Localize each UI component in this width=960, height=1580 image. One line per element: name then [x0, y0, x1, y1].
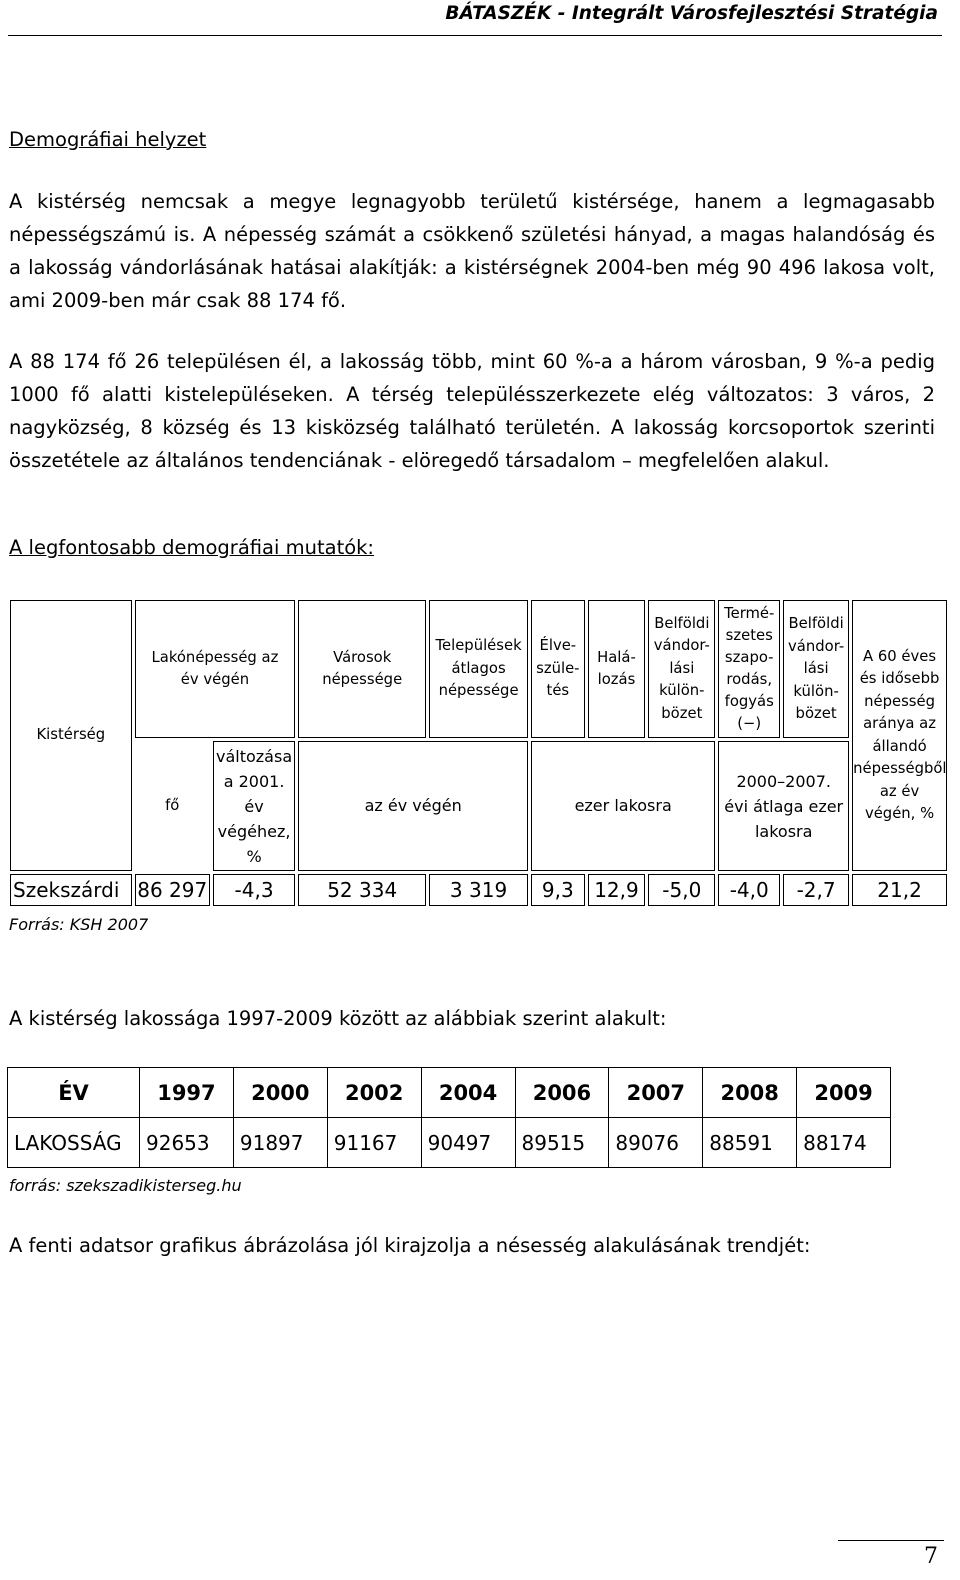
footer-rule — [838, 1540, 944, 1541]
header-rule — [8, 35, 942, 36]
header-aranya: A 60 éves és idősebb népesség aránya az állandó népességből az év végén, % — [852, 600, 947, 871]
year-cell: 2006 — [515, 1068, 609, 1118]
paragraph-settlements: A 88 174 fő 26 településen él, a lakosság több, mint 60 %-a a három városban, 9 %-a pedig 1000 fő alatti kistelepüléseken. A térség településszerkezete elég változatos: 3 város, 2 nagyközség, 8 község és 13 kisközség található területén. A lakosság korcsoportok szerinti összetétele az általános tendenciának - elöregedő társadalom – megfelelően alakul. — [9, 350, 935, 472]
cell-elveszuletes: 9,3 — [531, 874, 585, 906]
population-intro: A kistérség lakossága 1997-2009 között az alábbiak szerint alakult: — [9, 1007, 667, 1030]
header-ezer-lakosra: ezer lakosra — [531, 741, 715, 871]
cell-termeszetes: -4,0 — [718, 874, 780, 906]
cell-belfoldi-1: -5,0 — [648, 874, 715, 906]
demographic-indicators-table — [7, 597, 950, 909]
cell-aranya: 21,2 — [852, 874, 947, 906]
page-number: 7 — [924, 1544, 938, 1569]
header-atlag: 2000–2007. évi átlaga ezer lakosra — [718, 741, 849, 871]
cell-fo: 86 297 — [135, 874, 210, 906]
year-cell: 2000 — [233, 1068, 327, 1118]
table-row — [10, 874, 947, 906]
cell-varosok: 52 334 — [298, 874, 426, 906]
population-cell: 92653 — [140, 1118, 234, 1168]
cell-belfoldi-2: -2,7 — [783, 874, 849, 906]
population-table — [7, 1067, 891, 1168]
year-cell: 1997 — [140, 1068, 234, 1118]
header-valtozasa: változása a 2001. év végéhez, % — [213, 741, 295, 871]
header-kisterseg: Kistérség — [10, 600, 132, 871]
population-cell: 91897 — [233, 1118, 327, 1168]
population-cell: 89515 — [515, 1118, 609, 1168]
population-source: forrás: szekszadikisterseg.hu — [9, 1176, 242, 1195]
header-telepulesek: Települések átlagos népessége — [429, 600, 528, 738]
cell-valtozas: -4,3 — [213, 874, 295, 906]
page-header — [0, 0, 960, 38]
closing-sentence: A fenti adatsor grafikus ábrázolása jól kirajzolja a nésesség alakulásának trendjét: — [9, 1234, 811, 1257]
header-elveszuletes: Élve-szüle-tés — [531, 600, 585, 738]
row-kisterseg-name: Szekszárdi — [10, 874, 132, 906]
header-belfoldi-2: Belföldi vándor-lási külön-bözet — [783, 600, 849, 738]
section-heading-demography: Demográfiai helyzet — [9, 128, 207, 151]
header-halalozas: Halá-lozás — [588, 600, 646, 738]
population-cell: 91167 — [327, 1118, 421, 1168]
population-cell: 88591 — [703, 1118, 797, 1168]
section-heading-indicators: A legfontosabb demográfiai mutatók: — [9, 536, 375, 559]
population-cell: 89076 — [609, 1118, 703, 1168]
population-value-row — [8, 1118, 891, 1168]
header-termeszetes: Termé-szetes szapo-rodás, fogyás (−) — [718, 600, 780, 738]
year-cell: 2007 — [609, 1068, 703, 1118]
year-cell: 2002 — [327, 1068, 421, 1118]
year-cell: 2008 — [703, 1068, 797, 1118]
year-cell: 2004 — [421, 1068, 515, 1118]
header-lakonepesseg: Lakónépesség az év végén — [135, 600, 296, 738]
paragraph-intro: A kistérség nemcsak a megye legnagyobb területű kistérsége, hanem a legmagasabb népességszámú is. A népesség számát a csökkenő születési hányad, a magas halandóság és a lakosság vándorlásának hatásai alakítják: a kistérségnek 2004-ben még 90 496 lakosa volt, ami 2009-ben már csak 88 174 fő. — [9, 190, 935, 312]
cell-halalozas: 12,9 — [588, 874, 646, 906]
population-year-row — [8, 1068, 891, 1118]
header-belfoldi-1: Belföldi vándor-lási külön-bözet — [648, 600, 715, 738]
cell-telepulesek: 3 319 — [429, 874, 528, 906]
population-pop-label: LAKOSSÁG — [8, 1118, 140, 1168]
header-varosok: Városok népessége — [298, 600, 426, 738]
population-cell: 90497 — [421, 1118, 515, 1168]
indicators-source: Forrás: KSH 2007 — [9, 915, 149, 934]
year-cell: 2009 — [797, 1068, 891, 1118]
header-az-ev-vegen: az év végén — [298, 741, 528, 871]
header-fo: fő — [165, 796, 180, 814]
population-cell: 88174 — [797, 1118, 891, 1168]
document-title: BÁTASZÉK - Integrált Városfejlesztési Stratégia — [445, 3, 938, 24]
population-year-label: ÉV — [8, 1068, 140, 1118]
